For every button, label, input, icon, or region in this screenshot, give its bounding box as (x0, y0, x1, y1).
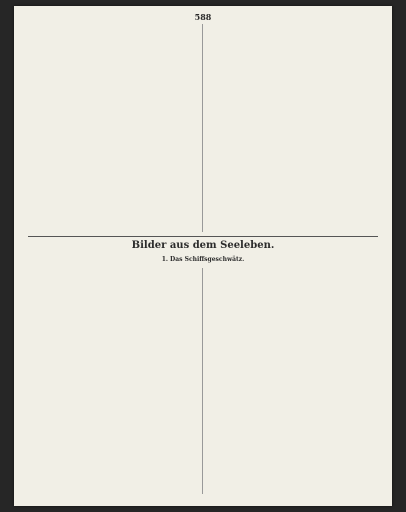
column-divider-top (202, 24, 203, 232)
column-bottom-left (28, 268, 198, 494)
column-bottom-right (208, 268, 378, 494)
column-divider-bottom (202, 268, 203, 494)
page-number: 588 (194, 12, 212, 22)
section-subheading: 1. Das Schiffsgeschwätz. (161, 256, 245, 263)
document-page (14, 6, 392, 506)
section-heading: Bilder aus dem Seeleben. (131, 240, 275, 251)
column-top-left (28, 24, 198, 232)
column-top-right (208, 24, 378, 232)
section-rule (28, 236, 378, 237)
